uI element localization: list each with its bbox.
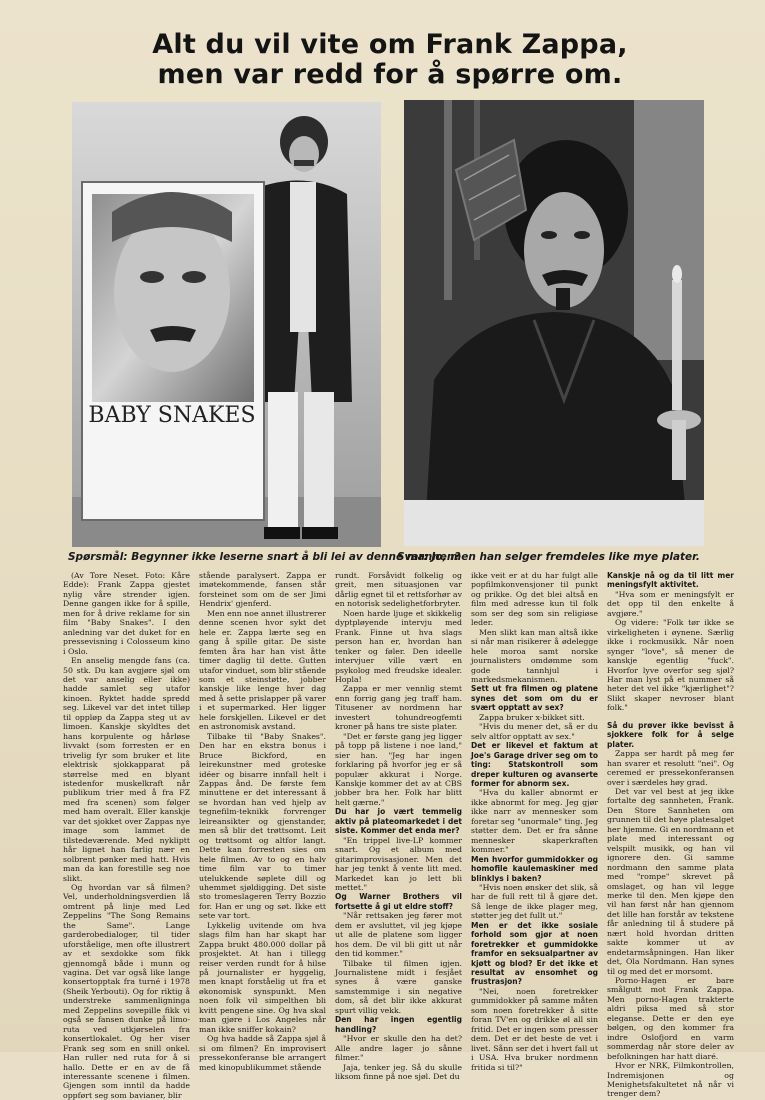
photo-zappa-portrait-illustration [404, 100, 704, 546]
column-spacer [607, 713, 734, 721]
article-paragraph: Og videre: "Folk tør ikke se virkeligheten i øynene. Særlig ikke i rockmusikk. Når noen synger "love", så mener de kanskje egentlig "fuck". Hvorfor lyve overfor seg sjøl? Har man lyst på et nummer så heter det vel ikke "kjærlighet"? Slikt skaper nevroser blant folk." [607, 618, 734, 713]
article-question: Det er likevel et faktum at Joe's Garage driver seg om to ting: Statskontroll som dreper kulturen og avanserte former for abnorm sex. [471, 741, 598, 788]
article-paragraph: Men enn noe annet illustrerer denne scenen hvor sykt det hele er. Zappa lærte seg en gang å spille gitar. De siste femten åra har han vist åtte timer daglig til dette. Gutten utafor vinduet, som blir stående som et steinstøtte, jobber kanskje like lenge hver dag med å sette prislapper på varer i et supermarked. Her ligger hele forskjellen. Likevel er det en astronomisk avstand. [199, 608, 327, 732]
photo-zappa-with-poster-illustration [72, 102, 381, 547]
article-paragraph: Zappa ser hardt på meg før han svarer et resolutt "nei". Og ceremed er pressekonferansen over i særdeles høy grad. [607, 749, 734, 787]
article-column-1 [63, 571, 190, 1100]
article-column-2 [199, 571, 327, 1072]
article-column-5 [607, 571, 734, 1099]
article-paragraph: Og hva hadde så Zappa sjøl å si om filmen? En improvisert pressekonferanse ble arrangert med kinopublikummet stående [199, 1034, 326, 1072]
article-question: Men hvorfor gummidokker og homofile kaulemaskiner med blinklys i baken? [471, 854, 598, 883]
article-paragraph: "Det er første gang jeg ligger på topp på listene i noe land," sier han. "Jeg har ingen forklaring på hvorfor jeg er så populær akkurat i Norge. Kanskje kommer det av at CBS jobber bra her. Folk har blitt helt gærne." [335, 731, 462, 807]
article-paragraph: "Hvis du mener det, så er du selv altfor opptatt av sex." [471, 722, 598, 741]
headline-line-2: men var redd for å spørre om. [157, 59, 623, 90]
article-paragraph: Det var vel best at jeg ikke fortalte deg sannheten, Frank. Den Store Sannheten om grunnen til det høye platesalget her hjemme. Gi en nordmann et plate med interessant og velspilt musikk, og han vil ignorere den. Gi samme nordmann den samme plata med "rompe" skrevet på omslaget, og han vil legge merke til den. Men kjøpe den vil han først når han gjennom det lille han forstår av tekstene får anledning til å studere på nært hold hvordan dritten sakte kommer ut av endetarmsåpningen. Han liker det, Ola Nordmann. Han synes til og med det er morsomt. [607, 786, 734, 976]
article-paragraph: Lykkelig uvitende om hva slags film han har skapt har Zappa brukt 480.000 dollar på prosjektet. At han i tillegg reiser verden rundt for å hilse på journalister er hyggelig, men knapt forståelig ut fra et økonomisk synspunkt. Men noen folk vil simpelthen bli kvitt pengene sine. Og hva skal man gjøre i Los Angeles når man ikke sniffer kokain? [199, 920, 326, 1034]
article-question: Du har jo vært temmelig aktiv på plateomarkedet i det siste. Kommer det enda mer? [335, 807, 462, 836]
caption-right: Svar: Jo, men han selger fremdeles like mye plater. [397, 551, 700, 563]
article-paragraph: (Av Tore Neset. Foto: Kåre Edde): Frank Zappa gjestet nylig våre strender igjen. Denne gangen ikke for å spille, men for å drive reklame for sin film "Baby Snakes". I den anledning var det duket for en pressevisning i Colosseum kino i Oslo. [63, 571, 190, 656]
article-column-3 [335, 571, 462, 1082]
article-paragraph: Men slikt kan man altså ikke si når man risikerer å ødelegge hele moroa samt norske journalisters omdømme som gode tannhjul i markedsmekanismen. [471, 627, 598, 684]
article-paragraph: Porno-Hagen er bare smålgutt mot Frank Zappa. Men porno-Hagen trakterte aldri piksa med så stor eleganse. Dette er den eye bølgen, og den kommer fra indre Oslofjord en varm sommerdag når store deler av befolkningen har hatt diaré. [607, 976, 734, 1061]
article-paragraph: Tilbake til filmen igjen. Journalistene midt i fesjået synes å være ganske samstemmige i sin negative dom, så det blir ikke akkurat spurt villig vekk. [335, 958, 462, 1015]
article-paragraph: En anselig mengde fans (ca. 50 stk. Du kan avgjøre sjøl om det var anselig eller ikke) hadde samlet seg utafor kinoen. Ryktet hadde spredd seg. Likevel var det intet tilløp til oppløp da Zappa steg ut av limoen. Kanskje skyldtes det hans korpulente og hårløse livvakt (som forresten er en trivelig fyr som bruker et lite elektrisk sjokkapparat på størrelse med en blyant istedenfor muskelkraft når publikum trier med å fra FZ med fra scenen) som følger med ham overalt. Eller kanskje var det sjokket over Zappas nye image som lammet de tilstedeværende. Med nykliptt hår lignet han farlig nær en solbrent pønker med hatt. Hvis man da kan forestille seg noe slikt. [63, 656, 190, 883]
article-question: Sett ut fra filmen og platene synes det som om du er svært opptatt av sex? [471, 684, 598, 713]
article-paragraph: Hvor er NRK, Filmkontrollen, Indremisjonen og Menighetsfakultetet nå når vi trenger dem? [607, 1061, 734, 1099]
article-paragraph: "En trippel live-LP kommer snart. Og et album med gitarimprovisasjoner. Men det har jeg tenkt å vente litt med. Markedet kan jo lett bli mettet." [335, 835, 462, 892]
caption-left: Spørsmål: Begynner ikke leserne snart å bli lei av denne mannen? [68, 551, 461, 563]
article-paragraph: Noen harde ljuge et skikkelig dyptpløyende intervju med Frank. Finne ut hva slags person han er, hvordan han tenker og føler. Den ideelle intervjuer ville vært en psykolog med freudske idealer. Hopla! [335, 608, 462, 684]
headline-line-1: Alt du vil vite om Frank Zappa, [152, 29, 628, 60]
article-paragraph: Zappa er mer vennlig stemt enn forrig gang jeg traff ham. Titusener av nordmenn har investert tohundreogfemti kroner på hans tre siste plater. [335, 684, 462, 732]
article-paragraph: rundt. Forsåvidt folkelig og greit, men situasjonen var dårlig egnet til et rettsforhør av en notorisk sedelighetforbryter. [335, 571, 462, 609]
article-paragraph: ikke veit er at du har fulgt alle popfilmkonvensjoner til punkt og prikke. Og det blei altså en film med adresse kun til folk som ser deg som sin religiøse leder. [471, 571, 598, 628]
photo-zappa-portrait [404, 100, 704, 546]
article-question: Og Warner Brothers vil fortsette å gi ut eldre stoff? [335, 892, 462, 911]
article-paragraph: "Hvis noen ønsker det slik, så har de full rett til å gjøre det. Så lenge de ikke plager meg, støtter jeg det fullt ut." [471, 882, 598, 921]
article-paragraph: Og hvordan var så filmen? Vel, underholdningsverdien lå omtrent på linje med Led Zeppelins "The Song Remains the Same". Lange garderobedialoger, til tider uforståelige, men ofte illustrert av et sexdokke som fikk gjennomgå både i munn og vagina. Det var også like lange konsertopptak fra turné i 1978 (Sheik Yerbouti). Og for riktig å understreke sammenligninga med Zeppelins sovepille fikk vi også se fansen dunke på limo-ruta ved utkjørselen fra konsertlokalet. Og her viser Frank seg som en snill onkel. Han ruller ned ruta for å si hallo. Dette er en av de få interessante scenene i filmen. Gjengen som inntil da hadde oppført seg som bavianer, blir [63, 882, 190, 1100]
article-paragraph: "Hva som er meningsfylt er det opp til den enkelte å avgjøre." [607, 589, 734, 618]
article-paragraph: "Når rettsaken jeg fører mot dem er avsluttet, vil jeg kjøpe ut alle de platene som ligger hos dem. De vil bli gitt ut når den tid kommer." [335, 911, 462, 959]
article-paragraph: stående paralysert. Zappa er imøtekommende, fansen står forsteinet som om de ser Jimi Hendrix' gjenferd. [199, 571, 326, 609]
headline [100, 30, 680, 90]
photo-zappa-with-poster [72, 102, 381, 547]
article-paragraph: "Nei, noen foretrekker gummidokker på samme måten som noen foretrekker å sitte foran TV'en og drikke øl all sin fritid. Det er ingen som presser dem. Det er det beste de vet i livet. Sånn ser det i hvert fall ut i USA. Hva bruker nordmenn fritida si til?" [471, 986, 598, 1072]
article-paragraph: Zappa bruker x-bikket sitt. [479, 712, 585, 722]
article-question: Men er det ikke sosiale forhold som gjør at noen foretrekker et gummidokke framfor en seksualpartner av kjøtt og blod? Er det ikke et resultat av ensomhet og frustrasjon? [471, 920, 598, 987]
article-question: Så du prøver ikke bevisst å sjokkere folk for å selge plater. [607, 720, 734, 749]
article-question: Den har ingen egentlig handling? [335, 1015, 462, 1034]
article-paragraph: Tilbake til "Baby Snakes". Den har en ekstra bonus i Bruce Bickford, en leirekunstner med groteske idéer og bisarre innfall helt i Zappas ånd. De første fem minuttene er det interessant å se hvordan han ved hjelp av tegnefilm-teknikk forvrenger leireansikter og gjenstander, men så blir det trøttsomt. Leit og trøttsomt og altfor langt. Dette kan forresten sies om hele filmen. Av to og en halv time film var to timer utelukkende søplete dill og uhemmet sjøldigging. Det siste sto tromeslageren Terry Bozzio for. Han er ung og søt. Ikke ett sete var tort. [199, 731, 326, 921]
article-paragraph: Jaja, tenker jeg. Så du skulle liksom finne på noe sjøl. Det du [335, 1062, 462, 1082]
article-column-4 [471, 571, 598, 1072]
article-question: Kanskje nå og da til litt mer meningsfylt aktivitet. [607, 571, 734, 590]
poster-title-text: BABY SNAKES [88, 403, 256, 428]
article-paragraph: "Hvor er skulle den ha det? Alle andre lager jo sånne filmer." [335, 1034, 462, 1063]
article-paragraph: "Hva du kaller abnormt er ikke abnormt for meg. Jeg gjør ikke narr av mennesker som foretar seg "unormale" ting. Jeg støtter dem. Det er fra sånne mennesker skaperkraften kommer." [471, 788, 598, 855]
